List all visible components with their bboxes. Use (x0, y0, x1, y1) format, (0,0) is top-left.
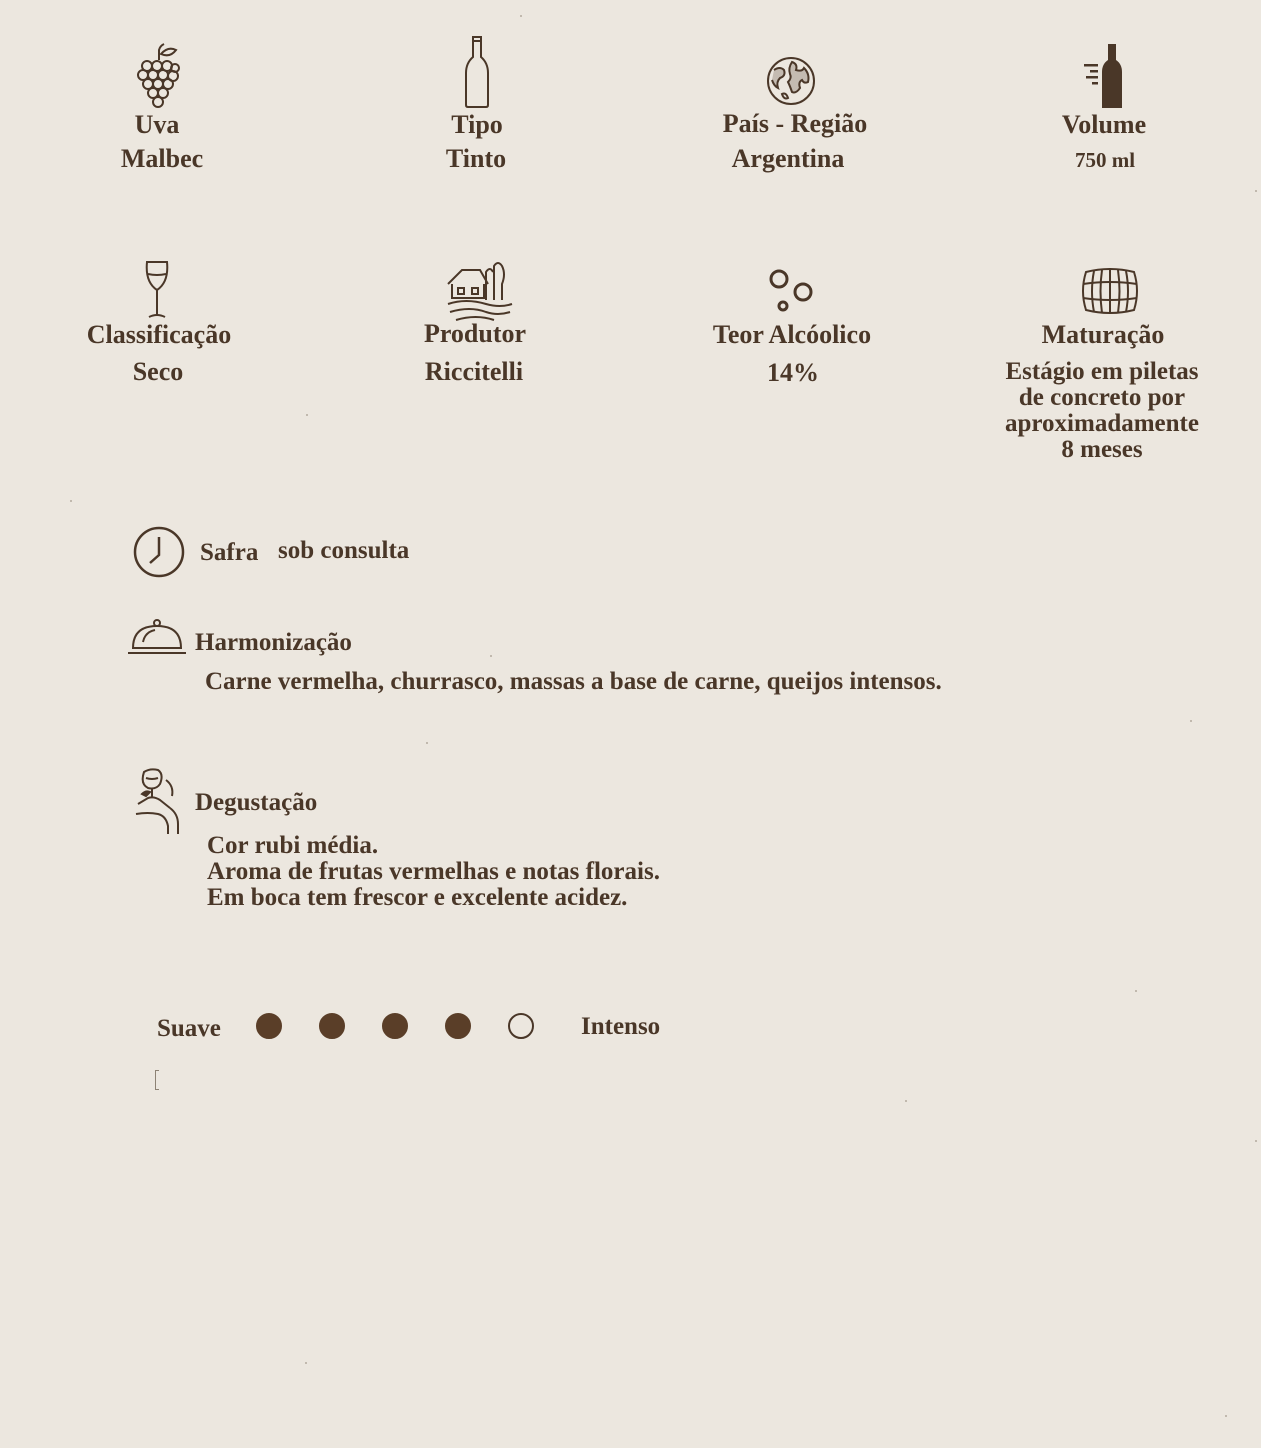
spec-label-teor-alcoolico: Teor Alcóolico (712, 320, 872, 349)
degustacao-line: Aroma de frutas vermelhas e notas florais. (207, 858, 660, 885)
maturacao-line: de concreto por (1018, 384, 1186, 411)
paper-speck (490, 655, 492, 657)
spec-label-uva: Uva (134, 110, 180, 139)
intensity-dot (256, 1013, 282, 1039)
spec-value-produtor: Riccitelli (424, 357, 524, 386)
spec-label-maturacao: Maturação (1041, 320, 1165, 349)
paper-speck (426, 742, 428, 744)
bubbles-icon (766, 266, 816, 314)
paper-speck (1135, 990, 1137, 992)
paper-speck (1225, 1415, 1227, 1417)
intensity-dot (445, 1013, 471, 1039)
maturacao-line: Estágio em piletas (1005, 358, 1199, 385)
spec-value-tipo: Tinto (445, 144, 507, 173)
tasting-hand-icon (134, 768, 184, 836)
globe-icon (766, 56, 816, 106)
paper-speck (520, 15, 522, 17)
spec-label-pais-regiao: País - Região (722, 109, 868, 138)
maturacao-line: aproximadamente (1005, 410, 1199, 437)
paper-speck (305, 1362, 307, 1364)
degustacao-line: Em boca tem frescor e excelente acidez. (207, 884, 628, 911)
degustacao-label: Degustação (195, 789, 318, 816)
wine-bottle-volume-icon (1082, 42, 1126, 110)
harmonizacao-label: Harmonização (195, 629, 352, 656)
intensity-dot (319, 1013, 345, 1039)
intensity-dot (508, 1013, 534, 1039)
safra-label: Safra (200, 539, 259, 566)
intensity-dot (382, 1013, 408, 1039)
spec-value-classificacao: Seco (132, 357, 184, 386)
intensity-min-label: Suave (157, 1015, 221, 1042)
spec-label-produtor: Produtor (423, 319, 527, 348)
harmonizacao-text: Carne vermelha, churrasco, massas a base de carne, queijos intensos. (205, 668, 942, 695)
paper-speck (306, 414, 308, 416)
wine-bottle-outline-icon (464, 35, 490, 109)
spec-value-teor-alcoolico: 14% (767, 358, 819, 387)
paper-speck (905, 1100, 907, 1102)
spec-value-uva: Malbec (120, 144, 204, 173)
maturacao-line: 8 meses (1061, 436, 1143, 463)
spec-value-pais-regiao: Argentina (731, 144, 845, 173)
grape-icon (134, 42, 184, 108)
spec-value-volume: 750 ml (1074, 148, 1136, 172)
cloche-icon (127, 618, 187, 656)
paper-speck (1255, 1140, 1257, 1142)
barrel-icon (1080, 268, 1140, 314)
paper-speck (1255, 190, 1257, 192)
spec-label-volume: Volume (1061, 110, 1147, 139)
degustacao-line: Cor rubi média. (207, 832, 379, 859)
clock-icon (132, 525, 186, 579)
paper-speck (1190, 720, 1192, 722)
paper-speck (70, 500, 72, 502)
spec-label-tipo: Tipo (451, 110, 503, 139)
spec-value-maturacao (992, 359, 1212, 463)
intensity-scale (256, 1013, 546, 1041)
wine-glass-icon (144, 260, 170, 320)
spec-label-classificacao: Classificação (86, 320, 232, 349)
vineyard-icon (446, 258, 514, 322)
intensity-max-label: Intenso (581, 1013, 661, 1040)
safra-value: sob consulta (278, 537, 410, 564)
divider-mark (155, 1070, 159, 1090)
